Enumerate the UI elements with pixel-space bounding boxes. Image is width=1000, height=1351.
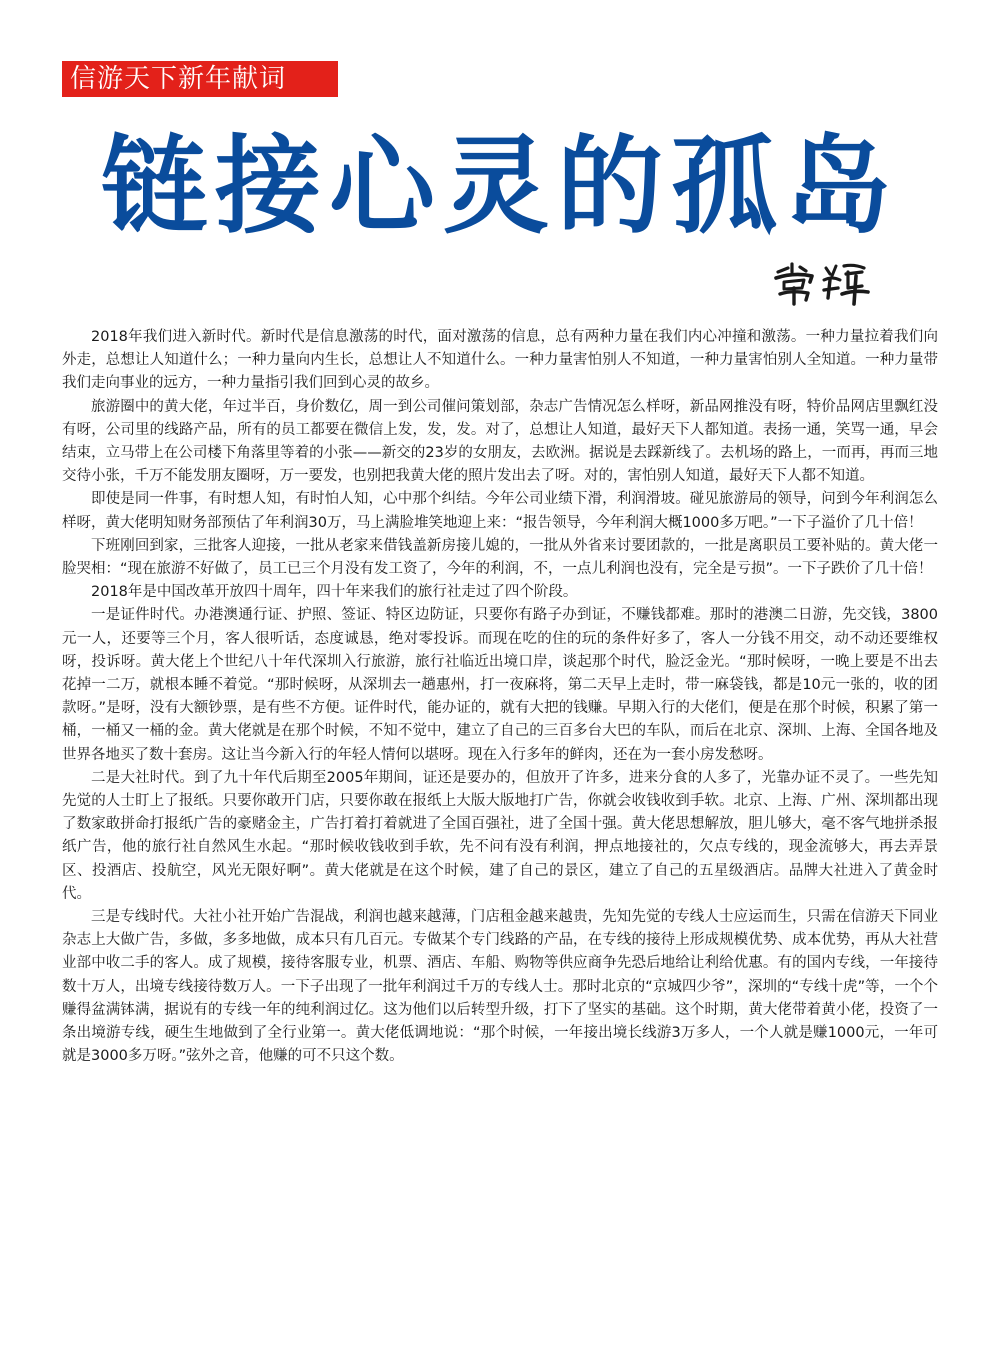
article-paragraph: 即使是同一件事，有时想人知，有时怕人知，心中那个纠结。今年公司业绩下滑，利润滑坡。碰见旅游局的领导，问到今年利润怎么样呀，黄大佬明知财务部预估了年利润30万，马上满脸堆笑地迎上来：“报告领导，今年利润大概1000多万吧。”一下子溢价了几十倍！ bbox=[62, 491, 938, 531]
article-paragraph: 三是专线时代。大社小社开始广告混战，利润也越来越薄，门店租金越来越贵，先知先觉的专线人士应运而生，只需在信游天下同业杂志上大做广告，多做，多多地做，成本只有几百元。专做某个专门线路的产品，在专线的接待上形成规模优势、成本优势，再从大社营业部中收二手的客人。成了规模，接待客服专业，机票、酒店、车船、购物等供应商争先恐后地给让利给优惠。有的国内专线，一年接待数十万人，出境专线接待数万人。一下子出现了一批年利润过千万的专线人士。那时北京的“京城四少爷”，深圳的“专线十虎”等，一个个赚得盆满钵满，据说有的专线一年的纯利润过亿。这为他们以后转型升级，打下了坚实的基础。这个时期，黄大佬带着黄小佬，投资了一条出境游专线，硬生生地做到了全行业第一。黄大佬低调地说：“那个时候，一年接出境长线游3万多人，一个人就是赚1000元，一年可就是3000多万呀。”弦外之音，他赚的可不只这个数。 bbox=[62, 909, 938, 1065]
article-body bbox=[62, 326, 938, 1069]
page-title: 链接心灵的孤岛 bbox=[101, 125, 899, 248]
article-paragraph: 下班刚回到家，三批客人迎接，一批从老家来借钱盖新房接儿媳的，一批从外省来讨要团款的，一批是离职员工要补贴的。黄大佬一脸哭相：“现在旅游不好做了，员工已三个月没有发工资了，今年的利润，不，一点儿利润也没有，完全是亏损”。一下子跌价了几十倍！ bbox=[62, 537, 938, 578]
author-signature-calligraphy bbox=[770, 258, 870, 306]
article-paragraph: 2018年是中国改革开放四十周年，四十年来我们的旅行社走过了四个阶段。 bbox=[91, 584, 578, 601]
article-paragraph: 一是证件时代。办港澳通行证、护照、签证、特区边防证，只要你有路子办到证，不赚钱都难。那时的港澳二日游，先交钱，3800元一人，还要等三个月，客人很听话，态度诚恳，绝对零投诉。而现在吃的住的玩的条件好多了，客人一分钱不用交，动不动还要维权呀，投诉呀。黄大佬上个世纪八十年代深圳入行旅游，旅行社临近出境口岸，谈起那个时代，脸泛金光。“那时候呀，一晚上要是不出去花掉一二万，就根本睡不着觉。“那时候呀，从深圳去一趟惠州，打一夜麻将，第二天早上走时，带一麻袋钱，都是10元一张的，收的团款呀。”是呀，没有大额钞票，是有些不方便。证件时代，能办证的，就有大把的钱赚。早期入行的大佬们，便是在那个时候，积累了第一桶，一桶又一桶的金。黄大佬就是在那个时候，不知不觉中，建立了自己的三百多台大巴的车队，而后在北京、深圳、上海、全国各地及世界各地买了数十套房。这让当今新入行的年轻人情何以堪呀。现在入行多年的鲜肉，还在为一套小房发愁呀。 bbox=[62, 607, 938, 763]
author-signature bbox=[770, 258, 870, 306]
section-label: 信游天下新年献词 bbox=[70, 64, 287, 94]
article-paragraph: 二是大社时代。到了九十年代后期至2005年期间，证还是要办的，但放开了许多，进来分食的人多了，光靠办证不灵了。一些先知先觉的人士盯上了报纸。只要你敢开门店，只要你敢在报纸上大版大版地打广告，你就会收钱收到手软。北京、上海、广州、深圳都出现了数家敢拼命打报纸广告的豪赌金主，广告打着打着就进了全国百强社，进了全国十强。黄大佬思想解放，胆儿够大，毫不客气地拼杀报纸广告，他的旅行社自然风生水起。“那时候收钱收到手软，先不问有没有利润，押点地接社的，欠点专线的，现金流够大，再去弄景区、投酒店、投航空，风光无限好啊”。黄大佬就是在这个时候，建了自己的景区，建立了自己的五星级酒店。品牌大社进入了黄金时代。 bbox=[62, 769, 938, 902]
article-paragraph: 2018年我们进入新时代。新时代是信息激荡的时代，面对激荡的信息，总有两种力量在我们内心冲撞和激荡。一种力量拉着我们向外走，总想让人知道什么；一种力量向内生长，总想让人不知道什么。一种力量害怕别人不知道，一种力量害怕别人全知道。一种力量带我们走向事业的远方，一种力量指引我们回到心灵的故乡。 bbox=[62, 329, 938, 392]
section-label-banner bbox=[62, 61, 338, 97]
article-paragraph: 旅游圈中的黄大佬，年过半百，身价数亿，周一到公司催问策划部，杂志广告情况怎么样呀，新品网推没有呀，特价品网店里飘红没有呀，公司里的线路产品，所有的员工都要在微信上发，发，发。对了，总想让人知道，最好天下人都知道。表扬一通，笑骂一通，早会结束，立马带上在公司楼下角落里等着的小张——新交的23岁的女朋友，去欧洲。据说是去踩新线了。去机场的路上，一而再，再而三地交待小张，千万不能发朋友圈呀，万一要发，也别把我黄大佬的照片发出去了呀。对的，害怕别人知道，最好天下人都不知道。 bbox=[62, 398, 938, 485]
